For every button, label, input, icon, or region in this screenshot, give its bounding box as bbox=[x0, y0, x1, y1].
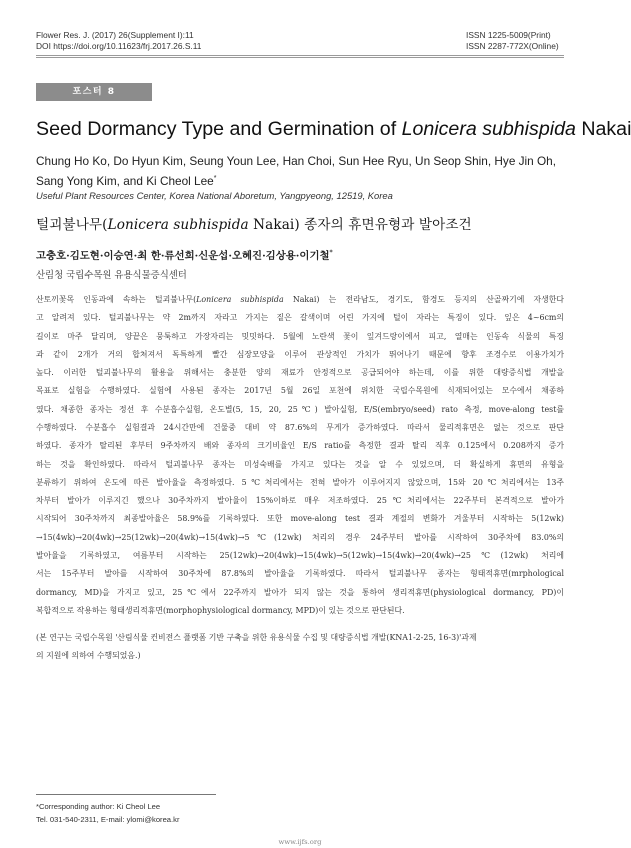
contact-info: Tel. 031-540-2311, E-mail: ylomi@korea.kr bbox=[36, 815, 180, 824]
abstract-line: 서는 15주부터 발아를 시작하여 30주차에 87.8%의 발아율을 기록하였다. 따라서 털괴불나무 종자는 형태적휴면(mrphological bbox=[36, 569, 564, 579]
abstract-line: 시작되어 30주차까지 최종발아율은 58.9%를 기록하였다. 또한 move-along test 결과 계절의 변화가 겨울부터 시작하는 5(12wk) bbox=[36, 514, 564, 524]
corresponding-author-note: *Corresponding author: Ki Cheol Lee bbox=[36, 802, 161, 811]
korean-affiliation: 산림청 국립수목원 유용식물증식센터 bbox=[36, 270, 187, 281]
abstract-line: 산토끼꽃목 인동과에 속하는 털괴불나무(Lonicera subhispida Nakai) 는 전라남도, 경기도, 함경도 등지의 산골짜기에 자생한다 bbox=[36, 295, 564, 304]
abstract-line: 발아율을 기록하였고, 여름부터 시작하는 25(12wk)→20(4wk)→15(4wk)→5(12wk)→15(4wk)→20(4wk)→25℃(12wk) 처리에 bbox=[36, 550, 564, 560]
korean-title bbox=[36, 213, 472, 233]
abstract-line: 목표로 실험을 수행하였다. 실험에 사용된 종자는 2017년 5월 26일 포천에 위치한 국립수목원에 식재되어있는 모수에서 채종하 bbox=[36, 386, 564, 396]
english-affiliation: Useful Plant Resources Center, Korea National Aboretum, Yangpyeong, 12519, Korea bbox=[36, 190, 393, 201]
ko-corresponding-mark: * bbox=[329, 249, 333, 257]
abstract-line: →15(4wk)→20(4wk)→25(12wk)→20(4wk)→15(4wk)→5℃(12wk) 처리의 경우 24주부터 발아를 시작하여 30주차에 83.0%의 bbox=[36, 532, 564, 542]
ko-title-species: Lonicera subhispida bbox=[107, 217, 249, 233]
abstract-line: 고 알려져 있다. 털괴불나무는 약 2m까지 자라고 가지는 짙은 갈색이며 어린 가지에 털이 자라는 특징이 있다. 잎은 4~6cm의 bbox=[36, 313, 564, 323]
title-suffix: Nakai bbox=[575, 118, 631, 140]
ko-title-suffix: Nakai) 종자의 휴면유형과 발아조건 bbox=[248, 217, 472, 233]
title-prefix: Seed Dormancy Type and Germination of bbox=[36, 118, 402, 140]
corresponding-mark: * bbox=[213, 175, 217, 182]
doi-link[interactable]: DOI https://doi.org/10.11623/frj.2017.26.S.11 bbox=[36, 41, 202, 51]
journal-header bbox=[36, 30, 201, 52]
abstract-line: dormancy, MD)을 가지고 있고, 25℃에서 22주까지 발아가 되지 않는 것을 통하여 생리적휴면(physiological dormancy, PD)이 bbox=[36, 587, 564, 597]
acknowledgement bbox=[36, 629, 564, 665]
issn-print: ISSN 1225-5009(Print) bbox=[466, 30, 551, 40]
authors-line-1: Chung Ho Ko, Do Hyun Kim, Seung Youn Lee, Han Choi, Sun Hee Ryu, Un Seop Shin, Hye Jin Oh, bbox=[36, 154, 557, 168]
abstract-line: 높다. 이러한 털괴불나무의 활용을 위해서는 충분한 양의 재료가 안정적으로 공급되어야 하는데, 이를 위한 대량증식법 개발을 bbox=[36, 368, 564, 378]
poster-badge: 포스터 8 bbox=[36, 83, 152, 101]
authors-line-2: Sang Yong Kim, and Ki Cheol Lee bbox=[36, 173, 214, 188]
abstract-line: 복합적으로 작용하는 형태생리적휴면(morphophysiological dormancy, MPD)이 있는 것으로 판단된다. bbox=[36, 605, 405, 615]
abstract-line: 수행하였다. 수분흡수 실험결과 24시간만에 건물중 대비 약 87.6%의 무게가 증가하였다. 따라서 물리적휴면은 없는 것으로 판단 bbox=[36, 422, 564, 432]
header-rule-top bbox=[36, 55, 564, 56]
abstract-line: 차부터 발아가 이루지긴 했으나 30주차까지 발아율이 15%이하로 매우 저조하였다. 25℃처리에서는 22주부터 본격적으로 발아가 bbox=[36, 496, 564, 506]
korean-authors bbox=[36, 247, 333, 262]
issn-online: ISSN 2287-772X(Online) bbox=[466, 41, 559, 51]
abstract-line: 과 같이 2개가 거의 합쳐져서 독특하게 빨간 심장모양을 이루어 관상적인 가치가 뛰어나기 때문에 향후 조경수로 이용가치가 bbox=[36, 349, 564, 359]
journal-citation: Flower Res. J. (2017) 26(Supplement I):11 bbox=[36, 30, 194, 40]
ko-title-prefix: 털괴불나무( bbox=[36, 217, 108, 233]
footer-url[interactable]: www.ijfs.org bbox=[278, 838, 322, 846]
footnote-rule bbox=[36, 794, 216, 795]
acknowledgement-line: 의 지원에 의하여 수행되었음.) bbox=[36, 651, 141, 660]
english-title bbox=[36, 118, 631, 141]
english-authors bbox=[36, 152, 572, 190]
ko-author-names: 고충호·김도현·이승연·최 한·류선희·신운섭·오혜진·김상용·이기철 bbox=[36, 250, 330, 262]
abstract-species-name: Lonicera subhispida bbox=[196, 295, 284, 304]
abstract-line: 분류하기 위하여 온도에 따른 발아율을 측정하였다. 5℃처리에서는 전혀 발아가 이루어지지 않았으며, 15와 20℃처리에서는 13주 bbox=[36, 477, 564, 487]
acknowledgement-line: (본 연구는 국립수목원 '산림식물 컨비전스 플랫폼 기반 구축을 위한 유용식물 수집 및 대량증식법 개발(KNA1-2-25, 16-3)'과제 bbox=[36, 633, 477, 642]
abstract-body bbox=[36, 291, 564, 620]
issn-header bbox=[466, 30, 559, 52]
abstract-line: 하는 것을 확인하였다. 따라서 털괴불나무 종자는 미성숙배를 가지고 있다는 것을 알 수 있었으며, 더 확실하게 휴면의 유형을 bbox=[36, 459, 564, 469]
title-species: Lonicera subhispida bbox=[401, 118, 576, 140]
abstract-line: 하였다. 종자가 탈리된 후부터 9주차까지 배와 종자의 크기비율인 E/S ratio를 측정한 결과 탈리 직후 0.125에서 0.208까지 증가 bbox=[36, 441, 564, 451]
abstract-line: 길이로 마주 달리며, 양끝은 뭉툭하고 가장자리는 밋밋하다. 5월에 노란색 꽃이 잎겨드랑이에서 피고, 열매는 인동속 식물의 특징 bbox=[36, 331, 564, 341]
header-rule-bottom bbox=[36, 57, 564, 58]
abstract-line: 였다. 채종한 종자는 정선 후 수분흡수실험, 온도별(5, 15, 20, 25℃) 발아실험, E/S(embryo/seed) rato 측정, move-along test를 bbox=[36, 404, 564, 414]
